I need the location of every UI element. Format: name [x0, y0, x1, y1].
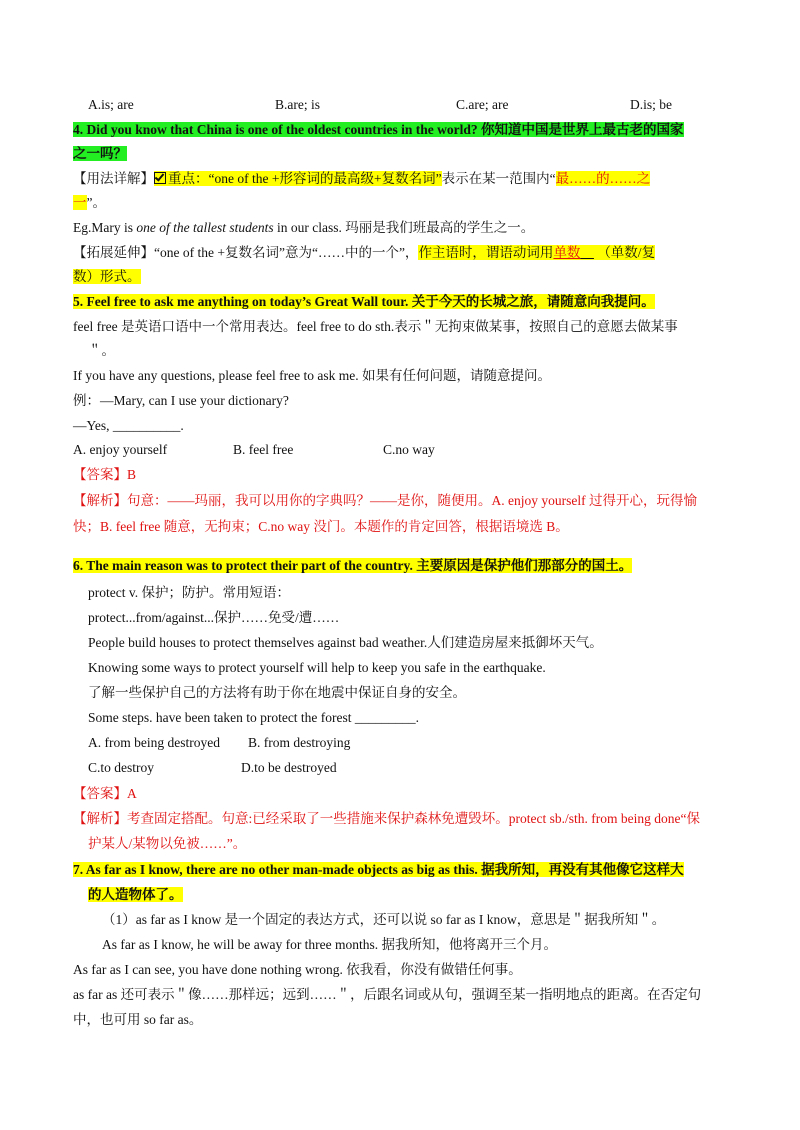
item6-option-c: C.to destroy [88, 760, 154, 775]
option-c: C.are; are [456, 97, 509, 112]
item5-title: 5. Feel free to ask me anything on today’s Great Wall tour. 关于今天的长城之旅，请随意向我提问。 [73, 294, 655, 309]
item6-title: 6. The main reason was to protect their part of the country. 主要原因是保护他们那部分的国土。 [73, 558, 633, 573]
item6-l1: protect v. 保护；防护。常用短语： [88, 585, 290, 600]
item7-title: 7. As far as I know, there are no other man-made objects as big as this. 据我所知，再没有其他像它这样大 [73, 862, 684, 877]
item4-extension: 【拓展延伸】“one of the +复数名词”意为“……中的一个”，作主语时，谓语动词用单数 （单数/复 [73, 245, 656, 260]
option-b: B.are; is [275, 97, 320, 112]
item5-option-a: A. enjoy yourself [73, 442, 168, 457]
item5-answer: 【答案】B [73, 467, 137, 482]
item6-analysis: 【解析】考查固定搭配。句意:已经采取了一些措施来保护森林免遭毁坏。protect sb./sth. from being done“保 [73, 811, 700, 826]
item6-l5: 了解一些保护自己的方法将有助于你在地震中保证自身的安全。 [88, 685, 466, 700]
item5-line1: feel free 是英语口语中一个常用表达。feel free to do sth.表示＂无拘束做某事，按照自己的意愿去做某事 [73, 319, 678, 334]
option-d: D.is; be [630, 97, 672, 112]
item6-l3: People build houses to protect themselves against bad weather.人们建造房屋来抵御坏天气。 [88, 635, 603, 650]
item5-option-c: C.no way [383, 442, 435, 457]
item5-line2: ＂。 [88, 343, 115, 358]
item4-extension-cont: 数）形式。 [73, 269, 141, 284]
item6-l4: Knowing some ways to protect yourself will help to keep you safe in the earthquake. [88, 660, 546, 675]
item7-l4: as far as 还可表示＂像……那样远；远到……＂，后跟名词或从句，强调至某一指明地点的距离。在否定句 [73, 987, 702, 1002]
item7-l3: As far as I can see, you have done nothing wrong. 依我看，你没有做错任何事。 [73, 962, 522, 977]
item6-l6: Some steps. have been taken to protect the forest _________. [88, 710, 420, 725]
item6-answer: 【答案】A [73, 786, 137, 801]
item4-example: Eg.Mary is one of the tallest students in our class. 玛丽是我们班最高的学生之一。 [73, 220, 535, 235]
item4-title: 4. Did you know that China is one of the oldest countries in the world? 你知道中国是世界上最古老的国家 [73, 122, 684, 137]
item5-analysis-cont: 快；B. feel free 随意，无拘束；C.no way 没门。本题作的肯定回答，根据语境选 B。 [73, 519, 569, 534]
item6-option-a: A. from being destroyed [88, 735, 220, 750]
item5-blank: —Yes, __________. [73, 418, 184, 433]
item5-line3: If you have any questions, please feel free to ask me. 如果有任何问题，请随意提问。 [73, 368, 552, 383]
item4-usage-cont: 一”。 [73, 195, 106, 210]
item4-title-cont: 之一吗？ [73, 146, 127, 161]
item7-title-cont: 的人造物体了。 [88, 887, 183, 902]
item6-l2: protect...from/against...保护……免受/遭…… [88, 610, 340, 625]
item6-analysis-cont: 护某人/某物以免被……”。 [88, 836, 247, 851]
item6-option-b: B. from destroying [248, 735, 351, 750]
item4-usage: 【用法详解】 重点：“one of the +形容词的最高级+复数名词”表示在某一范围内“最……的……之 [73, 171, 651, 186]
item7-l2: As far as I know, he will be away for three months. 据我所知，他将离开三个月。 [102, 937, 558, 952]
item6-option-d: D.to be destroyed [241, 760, 337, 775]
item5-analysis: 【解析】句意：——玛丽，我可以用你的字典吗？——是你，随便用。A. enjoy yourself 过得开心，玩得愉 [73, 493, 697, 508]
checkbox-icon [154, 172, 166, 184]
item7-l5: 中，也可用 so far as。 [73, 1012, 203, 1027]
option-a: A.is; are [88, 97, 134, 112]
item5-option-b: B. feel free [233, 442, 294, 457]
item5-example: 例：—Mary, can I use your dictionary? [73, 393, 289, 408]
item7-l1: （1）as far as I know 是一个固定的表达方式，还可以说 so far as I know，意思是＂据我所知＂。 [102, 912, 666, 927]
